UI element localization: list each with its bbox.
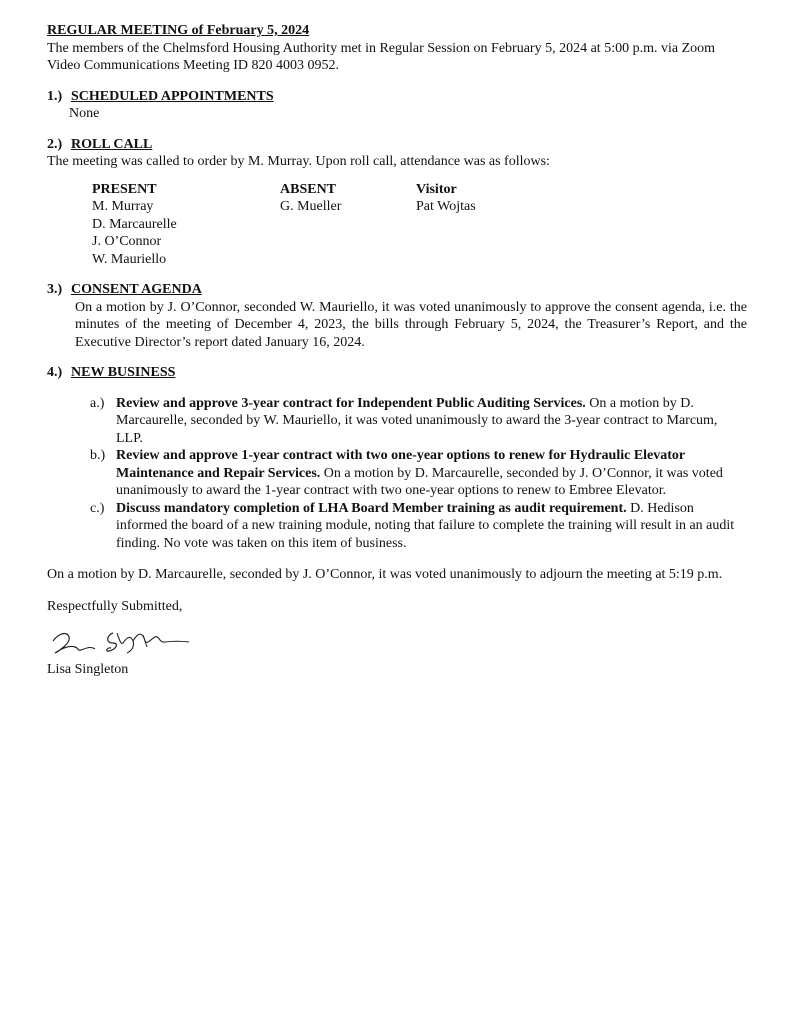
section-number: 4.) — [47, 365, 63, 380]
signature-image — [47, 621, 747, 661]
section-title: NEW BUSINESS — [71, 365, 176, 380]
item-text: On a motion by D. Marcaurelle, seconded by J. O’Connor, it was voted unanimously to award the 1-year contract with two one-year options to renew to Embree Elevator. — [116, 465, 723, 498]
section-number: 1.) — [47, 88, 63, 104]
item-body — [116, 447, 747, 500]
list-item — [90, 447, 747, 500]
section-heading — [47, 88, 747, 106]
item-body — [116, 500, 747, 553]
visitor-column — [416, 181, 476, 269]
section-number: 3.) — [47, 282, 63, 297]
attendance-table — [47, 181, 747, 269]
item-heading: Review and approve 1-year contract with two one-year options to renew for Hydraulic Elevator Maintenance and Repair Services. — [116, 448, 685, 481]
present-header: PRESENT — [92, 181, 157, 197]
item-heading: Review and approve 3-year contract for Independent Public Auditing Services. — [116, 395, 586, 411]
item-letter: c.) — [90, 500, 105, 516]
absent-column — [280, 181, 416, 269]
section-heading — [47, 364, 747, 382]
list-item — [90, 395, 747, 448]
present-column — [92, 181, 280, 269]
list-item — [90, 500, 747, 553]
business-items — [47, 395, 747, 553]
adjourn-paragraph: On a motion by D. Marcaurelle, seconded by J. O’Connor, it was voted unanimously to adjourn the meeting at 5:19 p.m. — [47, 567, 723, 582]
section-title: CONSENT AGENDA — [71, 282, 202, 297]
present-member: D. Marcaurelle — [92, 216, 177, 232]
item-body — [116, 395, 747, 448]
section-title: ROLL CALL — [71, 136, 153, 152]
respectfully-submitted: Respectfully Submitted, — [47, 598, 183, 614]
section-heading — [47, 136, 747, 154]
minutes-page — [47, 22, 747, 679]
appointments-text: None — [69, 106, 100, 121]
section-appointments — [47, 88, 747, 123]
section-new-business — [47, 364, 747, 552]
item-letter: a.) — [90, 395, 105, 411]
consent-text: On a motion by J. O’Connor, seconded W. Mauriello, it was voted unanimously to approve the consent agenda, i.e. the minutes of the meeting of December 4, 2023, the bills through February 5, 2024, the Treasurer’s Report, and the Executive Director’s report dated January 16, 2024. — [75, 299, 747, 350]
intro-paragraph: The members of the Chelmsford Housing Authority met in Regular Session on February 5, 2024 at 5:00 p.m. via Zoom Video Communications Meeting ID 820 4003 0952. — [47, 40, 716, 73]
signer-name: Lisa Singleton — [47, 662, 129, 677]
absent-member: G. Mueller — [280, 199, 342, 214]
item-text: On a motion by D. Marcaurelle, seconded by W. Mauriello, it was voted unanimously to award the 3-year contract to Marcum, LLP. — [116, 395, 718, 446]
document-title: REGULAR MEETING of February 5, 2024 — [47, 23, 310, 38]
section-number: 2.) — [47, 136, 63, 152]
visitor-header: Visitor — [416, 181, 457, 197]
item-heading: Discuss mandatory completion of LHA Board Member training as audit requirement. — [116, 500, 627, 516]
item-letter: b.) — [90, 448, 106, 463]
section-roll-call — [47, 136, 747, 269]
roll-call-text: The meeting was called to order by M. Murray. Upon roll call, attendance was as follows: — [47, 154, 550, 169]
present-member: M. Murray — [92, 199, 154, 214]
section-title: SCHEDULED APPOINTMENTS — [71, 88, 274, 104]
absent-header: ABSENT — [280, 181, 337, 197]
visitor-name: Pat Wojtas — [416, 199, 476, 214]
section-consent-agenda — [47, 281, 747, 351]
present-member: W. Mauriello — [92, 251, 167, 267]
item-text: D. Hedison informed the board of a new training module, noting that failure to complete the training will result in an audit finding. No vote was taken on this item of business. — [116, 500, 735, 551]
signature-icon — [47, 621, 197, 661]
section-heading — [47, 281, 747, 299]
present-member: J. O’Connor — [92, 234, 162, 249]
